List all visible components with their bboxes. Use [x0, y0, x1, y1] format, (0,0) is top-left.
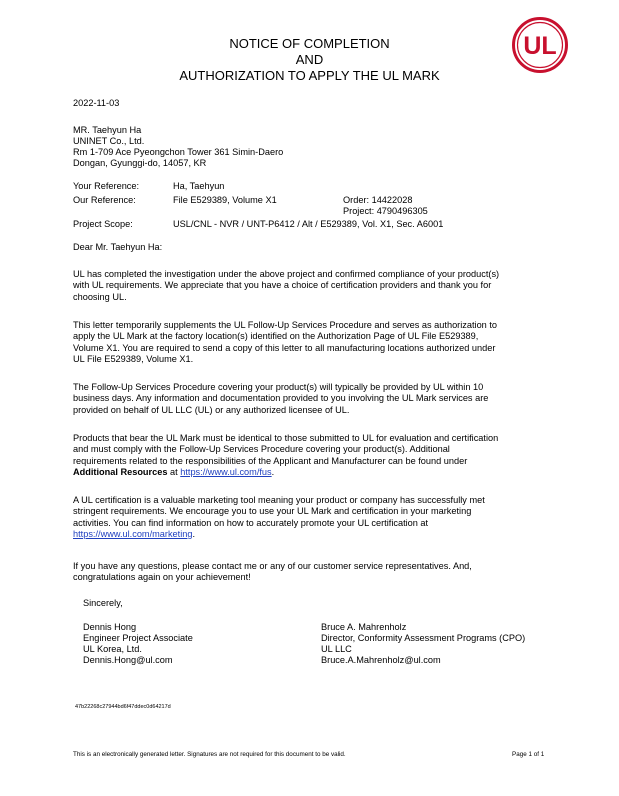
closing: Sincerely,	[83, 598, 123, 608]
paragraph-line: If you have any questions, please contact me or any of our customer service representatives. And,	[73, 561, 472, 571]
order-number: Order: 14422028	[343, 195, 413, 205]
recipient-address-1: Rm 1-709 Ace Pyeongchon Tower 361 Simin-Daero	[73, 147, 284, 157]
paragraph-line: A UL certification is a valuable marketing tool meaning your product or company has successfully met	[73, 495, 485, 505]
title-line: AUTHORIZATION TO APPLY THE UL MARK	[179, 68, 440, 83]
paragraph-line: choosing UL.	[73, 291, 127, 302]
period: .	[271, 466, 275, 477]
logo-text: UL	[523, 32, 557, 60]
signer-2-email: Bruce.A.Mahrenholz@ul.com	[321, 655, 441, 665]
signer-1-name: Dennis Hong	[83, 622, 137, 632]
paragraph-line: with UL requirements. We appreciate that you have a choice of certification providers and thank you for	[73, 280, 492, 291]
paragraph-line: and must comply with the Follow-Up Services Procedure covering your product(s). Additional	[73, 444, 450, 455]
signer-2-name: Bruce A. Mahrenholz	[321, 622, 407, 632]
paragraph-line: The Follow-Up Services Procedure covering your product(s) will typically be provided by UL within 10	[73, 382, 484, 392]
ul-logo-icon	[512, 17, 568, 73]
project-scope-value: USL/CNL - NVR / UNT-P6412 / Alt / E529389, Vol. X1, Sec. A6001	[173, 219, 444, 229]
paragraph-line: Products that bear the UL Mark must be identical to those submitted to UL for evaluation and certification	[73, 433, 499, 443]
paragraph-marketing	[73, 495, 553, 540]
paragraph-authorization	[73, 320, 553, 365]
paragraph-follow-up	[73, 382, 553, 416]
paragraph-contact	[73, 561, 553, 584]
paragraph-line: activities. You can find information on how to accurately promote your UL certification at	[73, 517, 429, 528]
signer-1-company: UL Korea, Ltd.	[83, 644, 142, 654]
your-reference-value: Ha, Taehyun	[173, 181, 225, 191]
recipient-name: MR. Taehyun Ha	[73, 125, 142, 135]
recipient-address-2: Dongan, Gyunggi-do, 14057, KR	[73, 158, 207, 168]
paragraph-line: provided on behalf of UL LLC (UL) or any authorized licensee of UL.	[73, 404, 350, 415]
paragraph-line: UL has completed the investigation under the above project and confirmed compliance of your product(s)	[73, 269, 500, 279]
paragraph-completion	[73, 269, 553, 303]
paragraph-requirements	[73, 433, 553, 478]
additional-resources-label: Additional Resources	[73, 466, 168, 477]
document-hash: 47b22268c27944bd6f47ddec0d64217d	[75, 704, 171, 710]
paragraph-line	[73, 529, 553, 540]
fus-link[interactable]: https://www.ul.com/fus	[180, 466, 272, 477]
your-reference-label: Your Reference:	[73, 181, 140, 191]
at-text: at	[167, 466, 181, 477]
our-reference-value: File E529389, Volume X1	[173, 195, 277, 205]
paragraph-line: Volume X1. You are required to send a copy of this letter to all manufacturing locations authorized under	[73, 342, 496, 353]
recipient-company: UNINET Co., Ltd.	[73, 136, 145, 146]
paragraph-line: UL File E529389, Volume X1.	[73, 353, 194, 364]
paragraph-line: congratulations again on your achievement!	[73, 572, 251, 583]
footer-note: This is an electronically generated letter. Signatures are not required for this document to be valid.	[73, 751, 346, 758]
marketing-link[interactable]: https://www.ul.com/marketing	[73, 528, 193, 539]
signer-2-company: UL LLC	[321, 644, 352, 654]
salutation: Dear Mr. Taehyun Ha:	[73, 242, 163, 252]
letter-date: 2022-11-03	[73, 98, 120, 108]
paragraph-line: stringent requirements. We encourage you to use your UL Mark and certification in your marketing	[73, 506, 472, 517]
paragraph-line: requirements related to the responsibilities of the Applicant and Manufacturer can be found under	[73, 455, 468, 466]
period: .	[192, 528, 196, 539]
page-number: Page 1 of 1	[512, 751, 545, 758]
signer-1-title: Engineer Project Associate	[83, 633, 193, 643]
our-reference-label: Our Reference:	[73, 195, 136, 205]
project-number: Project: 4790496305	[343, 206, 428, 216]
signer-1-email: Dennis.Hong@ul.com	[83, 655, 173, 665]
paragraph-line	[73, 467, 553, 478]
paragraph-line: This letter temporarily supplements the UL Follow-Up Services Procedure and serves as authorization to	[73, 320, 498, 330]
title-line: NOTICE OF COMPLETION	[229, 36, 390, 51]
paragraph-line: business days. Any information and documentation provided to you involving the UL Mark services are	[73, 393, 489, 404]
paragraph-line: apply the UL Mark at the factory location(s) identified on the Authorization Page of UL File E529389,	[73, 331, 479, 342]
project-scope-label: Project Scope:	[73, 219, 133, 229]
signer-2-title: Director, Conformity Assessment Programs (CPO)	[321, 633, 526, 643]
title-line: AND	[295, 52, 324, 67]
